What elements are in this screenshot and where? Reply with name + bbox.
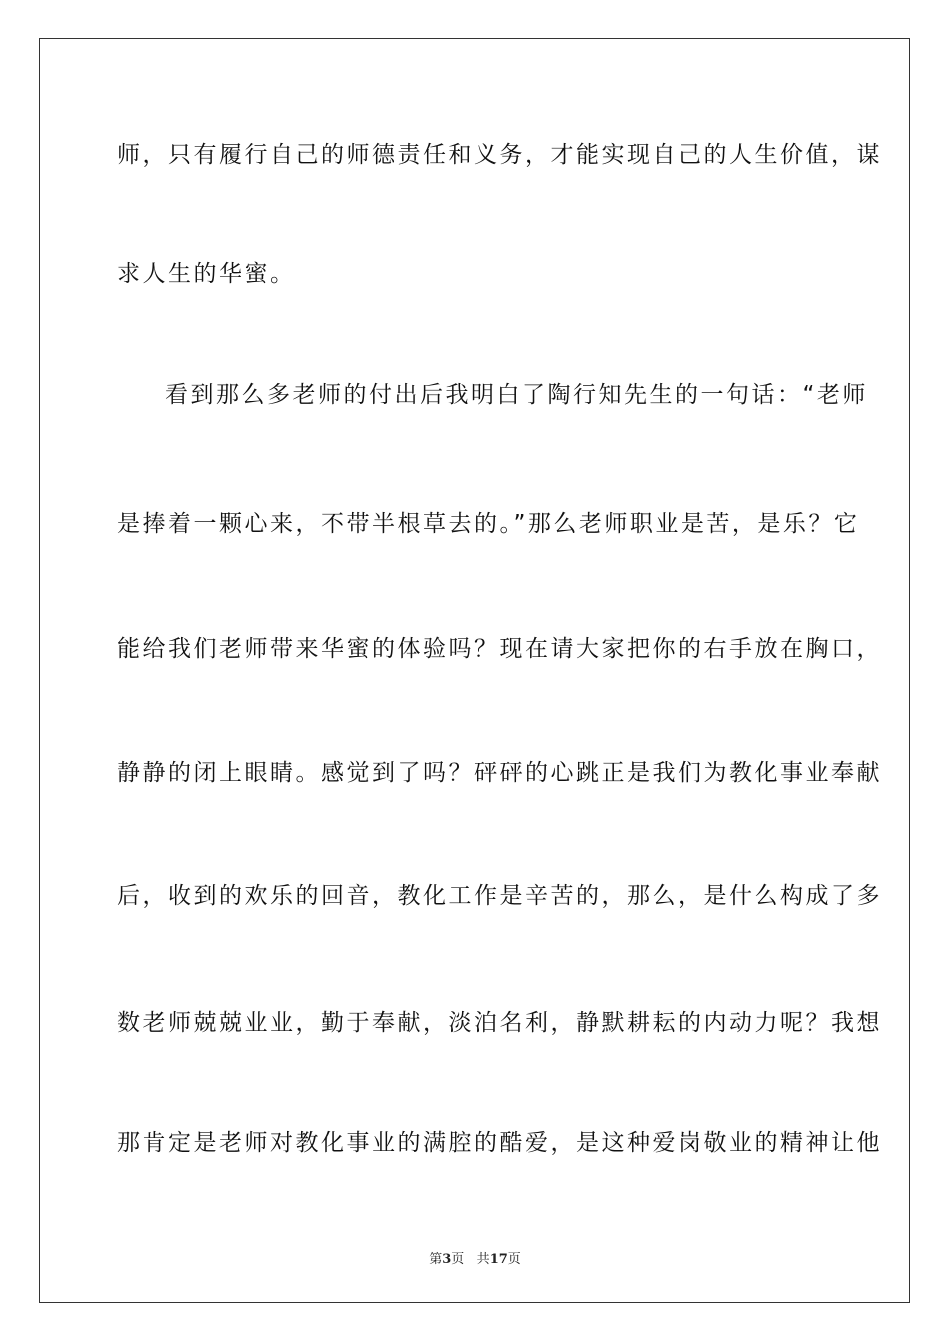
paragraph-line-5: 能给我们老师带来华蜜的体验吗？现在请大家把你的右手放在胸口， xyxy=(117,636,882,662)
footer-total-prefix: 共 xyxy=(476,1252,490,1267)
total-pages-number: 17 xyxy=(489,1252,508,1267)
page-footer xyxy=(0,1248,950,1267)
page-border xyxy=(39,38,910,1303)
current-page-number: 3 xyxy=(442,1252,452,1267)
paragraph-line-3: 看到那么多老师的付出后我明白了陶行知先生的一句话：“老师 xyxy=(165,382,868,408)
paragraph-line-6: 静静的闭上眼睛。感觉到了吗？砰砰的心跳正是我们为教化事业奉献 xyxy=(117,760,882,786)
footer-total-unit: 页 xyxy=(507,1252,521,1267)
paragraph-line-8: 数老师兢兢业业，勤于奉献，淡泊名利，静默耕耘的内动力呢？我想 xyxy=(117,1010,882,1036)
footer-prefix: 第 xyxy=(429,1252,443,1267)
paragraph-line-2: 求人生的华蜜。 xyxy=(117,261,296,287)
paragraph-line-4: 是捧着一颗心来，不带半根草去的。”那么老师职业是苦，是乐？它 xyxy=(117,511,860,537)
footer-page-unit: 页 xyxy=(451,1252,465,1267)
paragraph-line-9: 那肯定是老师对教化事业的满腔的酷爱，是这种爱岗敬业的精神让他 xyxy=(117,1130,882,1156)
paragraph-line-7: 后，收到的欢乐的回音，教化工作是辛苦的，那么，是什么构成了多 xyxy=(117,883,882,909)
paragraph-line-1: 师，只有履行自己的师德责任和义务，才能实现自己的人生价值，谋 xyxy=(117,142,882,168)
